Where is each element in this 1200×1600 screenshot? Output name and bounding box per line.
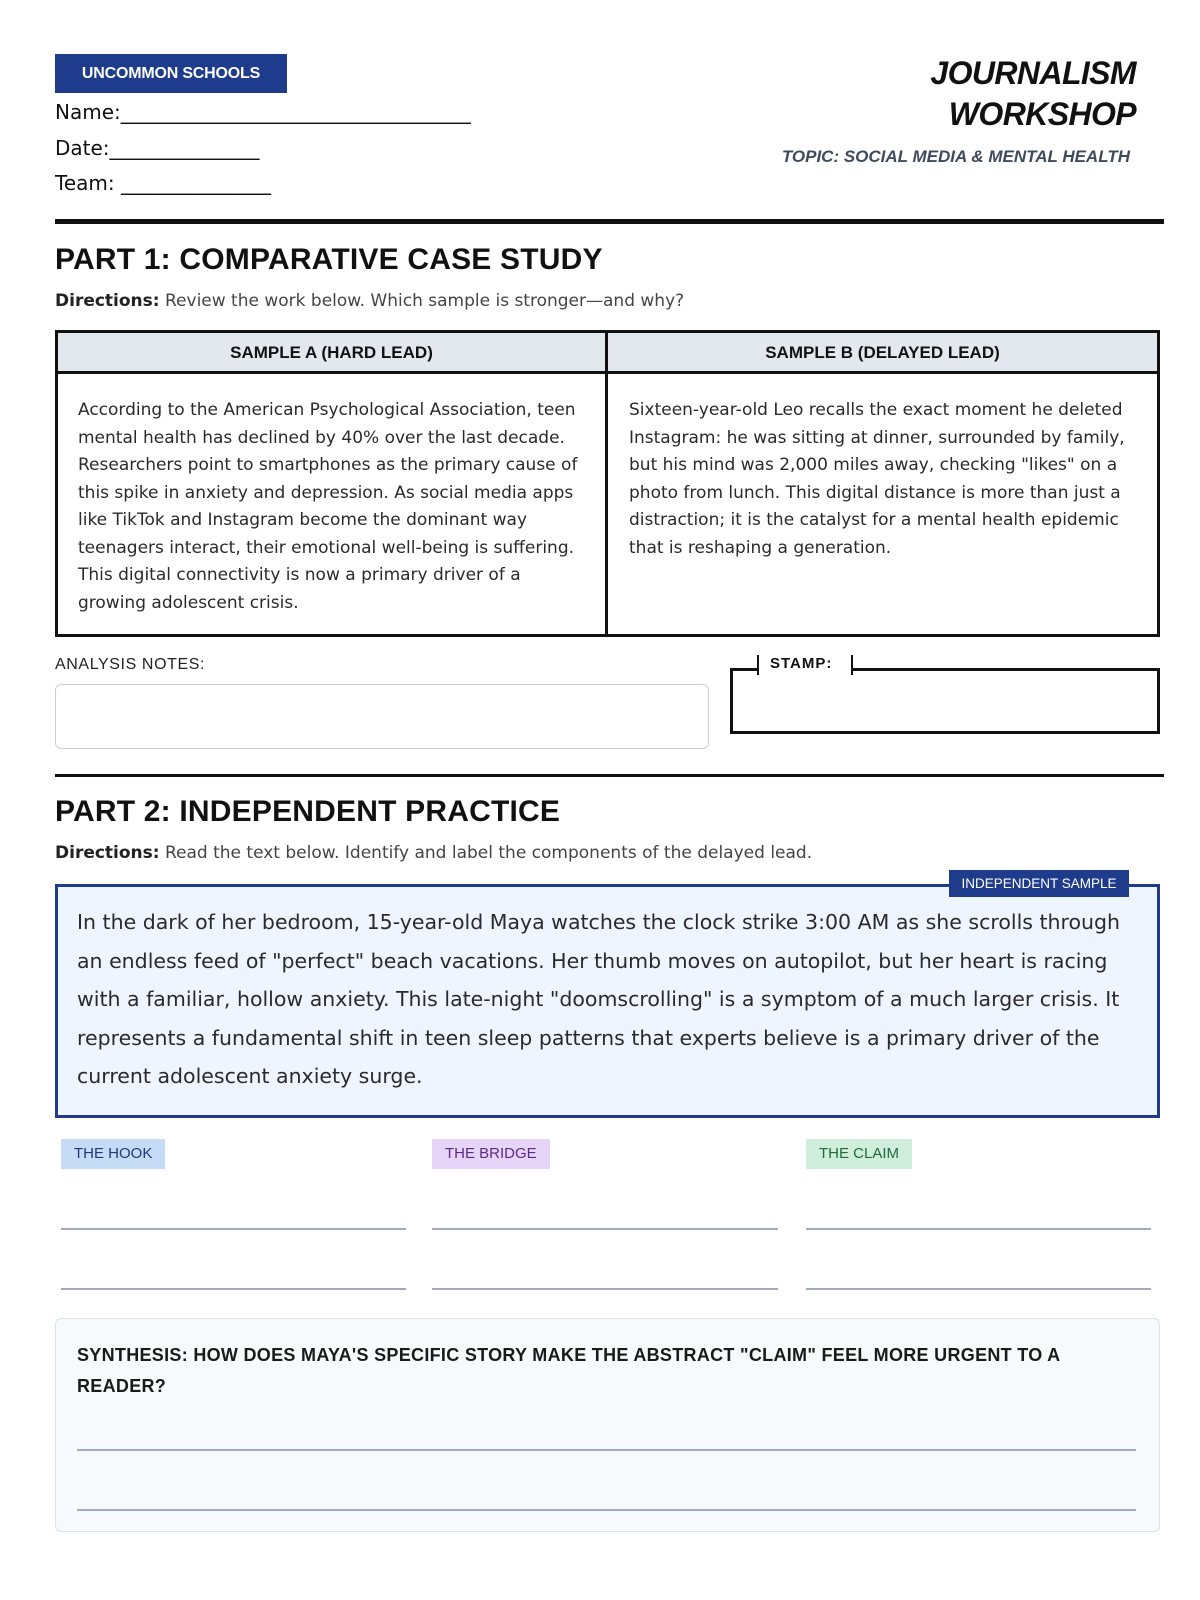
bridge-answer-line-1[interactable] xyxy=(432,1228,778,1230)
date-field[interactable]: Date:_______________ xyxy=(55,136,260,160)
synthesis-answer-line-2[interactable] xyxy=(77,1509,1136,1511)
worksheet-title-line1: JOURNALISM xyxy=(930,55,1136,91)
stamp-label: STAMP: xyxy=(770,655,833,672)
worksheet-title-line2: WORKSHOP xyxy=(948,96,1136,132)
stamp-tick-left xyxy=(757,655,759,675)
header-divider xyxy=(55,219,1164,224)
synthesis-question: SYNTHESIS: HOW DOES MAYA'S SPECIFIC STORY MAKE THE ABSTRACT "CLAIM" FEEL MORE URGENT TO A READER? xyxy=(77,1345,1060,1396)
hook-answer-line-1[interactable] xyxy=(61,1228,406,1230)
synthesis-answer-line-1[interactable] xyxy=(77,1449,1136,1451)
bridge-answer-line-2[interactable] xyxy=(432,1288,778,1290)
claim-answer-line-1[interactable] xyxy=(806,1228,1151,1230)
analysis-notes-input[interactable] xyxy=(55,684,709,749)
team-field[interactable]: Team: _______________ xyxy=(55,171,271,195)
stamp-tick-right xyxy=(851,655,853,675)
column-divider xyxy=(605,333,608,634)
sample-b-header: SAMPLE B (DELAYED LEAD) xyxy=(608,333,1157,374)
claim-label: THE CLAIM xyxy=(806,1139,912,1169)
directions-text: Review the work below. Which sample is stronger—and why? xyxy=(165,291,685,311)
topic-label: TOPIC: SOCIAL MEDIA & MENTAL HEALTH xyxy=(781,147,1130,166)
part1-title: PART 1: COMPARATIVE CASE STUDY xyxy=(55,243,603,276)
sample-a-text: According to the American Psychological Association, teen mental health has declined by 40% over the last decade. Researchers point to smartphones as the primary cause of this spike in anxiety and depression. As social media apps like TikTok and Instagram become the dominant way teenagers interact, their emotional well-being is suffering. This digital connectivity is now a primary driver of a growing adolescent crisis. xyxy=(78,400,578,613)
directions-label: Directions: xyxy=(55,843,160,863)
stamp-box xyxy=(730,668,1160,734)
hook-answer-line-2[interactable] xyxy=(61,1288,406,1290)
independent-sample-tag: INDEPENDENT SAMPLE xyxy=(949,870,1129,897)
claim-answer-line-2[interactable] xyxy=(806,1288,1151,1290)
part2-directions xyxy=(55,843,812,863)
hook-label: THE HOOK xyxy=(61,1139,165,1169)
name-field[interactable]: Name:___________________________________ xyxy=(55,100,471,124)
sample-a-header: SAMPLE A (HARD LEAD) xyxy=(58,333,605,374)
part1-directions xyxy=(55,291,684,311)
brand-badge: UNCOMMON SCHOOLS xyxy=(55,54,287,93)
part2-title: PART 2: INDEPENDENT PRACTICE xyxy=(55,795,561,828)
bridge-label: THE BRIDGE xyxy=(432,1139,550,1169)
directions-label: Directions: xyxy=(55,291,160,311)
section-divider xyxy=(55,774,1164,777)
comparison-table xyxy=(55,330,1160,637)
analysis-notes-label: ANALYSIS NOTES: xyxy=(55,656,206,673)
sample-b-text: Sixteen-year-old Leo recalls the exact moment he deleted Instagram: he was sitting at dinner, surrounded by family, but his mind was 2,000 miles away, checking "likes" on a photo from lunch. This digital distance is more than just a distraction; it is the catalyst for a mental health epidemic that is reshaping a generation. xyxy=(629,400,1125,558)
independent-sample-text: In the dark of her bedroom, 15-year-old Maya watches the clock strike 3:00 AM as she scrolls through an endless feed of "perfect" beach vacations. Her thumb moves on autopilot, but her heart is racing with a familiar, hollow anxiety. This late-night "doomscrolling" is a symptom of a much larger crisis. It represents a fundamental shift in teen sleep patterns that experts believe is a primary driver of the current adolescent anxiety surge. xyxy=(77,910,1121,1088)
directions-text: Read the text below. Identify and label the components of the delayed lead. xyxy=(165,843,813,863)
